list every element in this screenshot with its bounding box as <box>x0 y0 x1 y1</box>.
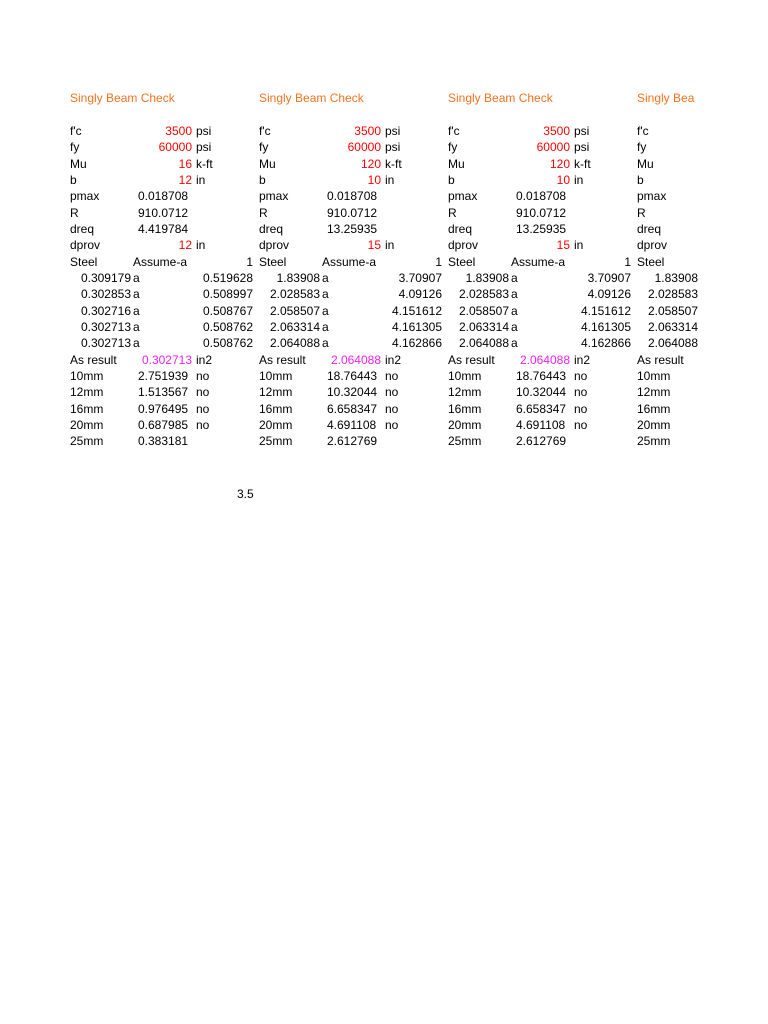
bar-count[interactable]: 10.32044 <box>327 385 378 400</box>
calc-label[interactable]: dreq <box>448 221 473 236</box>
input-label[interactable]: Mu <box>448 156 465 171</box>
input-label[interactable]: f'c <box>637 124 649 138</box>
bar-count[interactable]: 0.687985 <box>138 417 189 432</box>
calc-value[interactable]: 910.0712 <box>516 205 567 220</box>
bar-note[interactable]: no <box>385 417 399 432</box>
iteration-steel[interactable]: 2.064088 <box>269 336 320 351</box>
bar-size[interactable]: 25mm <box>259 434 293 449</box>
iteration-a-value[interactable]: 3.70907 <box>587 270 631 285</box>
iteration-steel[interactable]: 0.302853 <box>80 287 131 302</box>
calc-label[interactable]: pmax <box>448 189 478 204</box>
input-value[interactable]: 120 <box>360 156 381 171</box>
iteration-a-value[interactable]: 4.09126 <box>398 287 442 302</box>
bar-size[interactable]: 10mm <box>637 368 671 383</box>
input-unit[interactable]: k-ft <box>196 156 213 171</box>
beam-check-block <box>448 90 637 456</box>
dprov-value[interactable]: 12 <box>178 238 192 253</box>
bar-count[interactable]: 2.751939 <box>138 368 189 383</box>
dprov-value[interactable]: 15 <box>367 238 381 253</box>
calc-value[interactable]: 0.018708 <box>516 189 567 204</box>
bar-note[interactable]: no <box>196 368 210 383</box>
bar-size[interactable]: 20mm <box>637 417 671 432</box>
result-value[interactable]: 0.302713 <box>141 352 192 367</box>
result-unit[interactable]: in2 <box>196 352 213 367</box>
assume-label[interactable]: Assume-a <box>511 254 566 269</box>
iteration-a-value[interactable]: 0.519628 <box>202 270 253 285</box>
iteration-steel[interactable]: 1.83908 <box>276 270 320 285</box>
iteration-steel[interactable]: 2.028583 <box>269 287 320 302</box>
bar-note[interactable]: no <box>574 368 588 383</box>
iteration-a-value[interactable]: 0.508762 <box>202 319 253 334</box>
steel-label[interactable]: Steel <box>637 254 665 269</box>
bar-note[interactable]: no <box>574 401 588 416</box>
input-label[interactable]: f'c <box>448 124 460 138</box>
iteration-a-label[interactable]: a <box>511 287 518 302</box>
iteration-a-value[interactable]: 4.162866 <box>391 336 442 351</box>
iteration-a-label[interactable]: a <box>133 270 140 285</box>
bar-note[interactable]: no <box>385 385 399 400</box>
beam-check-block <box>70 90 259 456</box>
iteration-steel[interactable]: 0.302716 <box>80 303 131 318</box>
bar-note[interactable]: no <box>196 385 210 400</box>
assume-label[interactable]: Assume-a <box>133 254 188 269</box>
input-label[interactable]: f'c <box>259 124 271 138</box>
bar-size[interactable]: 25mm <box>448 434 482 449</box>
iteration-steel[interactable]: 0.302713 <box>80 319 131 334</box>
input-value[interactable]: 12 <box>178 172 192 187</box>
bar-note[interactable]: no <box>574 417 588 432</box>
input-value[interactable]: 3500 <box>543 124 570 138</box>
iteration-a-value[interactable]: 4.161305 <box>580 319 631 334</box>
input-unit[interactable]: k-ft <box>385 156 402 171</box>
assume-value[interactable]: 1 <box>246 254 253 269</box>
iteration-a-label[interactable]: a <box>322 303 329 318</box>
iteration-steel[interactable]: 2.063314 <box>458 319 509 334</box>
block-title[interactable]: Singly Bea <box>637 91 695 105</box>
input-label[interactable]: Mu <box>70 156 87 171</box>
dprov-unit[interactable]: in <box>196 238 206 253</box>
assume-label[interactable]: Assume-a <box>322 254 377 269</box>
iteration-a-label[interactable]: a <box>322 319 329 334</box>
block-title[interactable]: Singly Beam Check <box>70 91 175 105</box>
iteration-steel[interactable]: 2.064088 <box>647 336 698 351</box>
bar-size[interactable]: 16mm <box>70 401 104 416</box>
bar-count[interactable]: 2.612769 <box>516 434 567 449</box>
iteration-steel[interactable]: 0.309179 <box>80 270 131 285</box>
bar-count[interactable]: 1.513567 <box>138 385 189 400</box>
iteration-steel[interactable]: 2.058507 <box>647 303 698 318</box>
bar-size[interactable]: 12mm <box>70 385 104 400</box>
iteration-a-label[interactable]: a <box>322 270 329 285</box>
iteration-a-label[interactable]: a <box>511 336 518 351</box>
beam-check-block <box>259 90 448 456</box>
input-value[interactable]: 60000 <box>158 140 192 155</box>
steel-label[interactable]: Steel <box>259 254 287 269</box>
block-title[interactable]: Singly Beam Check <box>259 91 364 105</box>
input-label[interactable]: b <box>70 172 77 187</box>
input-unit[interactable]: psi <box>196 124 212 138</box>
calc-label[interactable]: R <box>70 205 79 220</box>
iteration-a-value[interactable]: 0.508762 <box>202 336 253 351</box>
iteration-a-value[interactable]: 0.508767 <box>202 303 253 318</box>
input-label[interactable]: fy <box>637 140 647 155</box>
bar-count[interactable]: 18.76443 <box>327 368 378 383</box>
bar-count[interactable]: 0.976495 <box>138 401 189 416</box>
input-label[interactable]: fy <box>70 140 80 155</box>
iteration-a-label[interactable]: a <box>511 303 518 318</box>
input-label[interactable]: fy <box>259 140 269 155</box>
bar-size[interactable]: 12mm <box>637 385 671 400</box>
result-label[interactable]: As result <box>448 352 495 367</box>
result-label[interactable]: As result <box>637 352 684 367</box>
result-label[interactable]: As result <box>259 352 306 367</box>
loose-cell-value[interactable]: 3.5 <box>237 487 254 501</box>
bar-size[interactable]: 16mm <box>448 401 482 416</box>
iteration-a-label[interactable]: a <box>511 270 518 285</box>
calc-label[interactable]: pmax <box>70 189 100 204</box>
bar-size[interactable]: 25mm <box>70 434 104 449</box>
calc-value[interactable]: 13.25935 <box>516 221 567 236</box>
result-unit[interactable]: in2 <box>385 352 402 367</box>
bar-size[interactable]: 20mm <box>448 417 482 432</box>
input-value[interactable]: 120 <box>549 156 570 171</box>
dprov-label[interactable]: dprov <box>70 238 101 253</box>
input-label[interactable]: b <box>637 172 644 187</box>
calc-value[interactable]: 910.0712 <box>327 205 378 220</box>
bar-count[interactable]: 2.612769 <box>327 434 378 449</box>
result-value[interactable]: 2.064088 <box>330 352 381 367</box>
input-unit[interactable]: psi <box>574 140 590 155</box>
bar-count[interactable]: 4.691108 <box>516 417 566 432</box>
calc-label[interactable]: pmax <box>259 189 289 204</box>
input-label[interactable]: Mu <box>637 156 654 171</box>
dprov-label[interactable]: dprov <box>637 238 668 253</box>
iteration-a-value[interactable]: 4.151612 <box>391 303 442 318</box>
calc-value[interactable]: 0.018708 <box>327 189 378 204</box>
bar-size[interactable]: 12mm <box>259 385 293 400</box>
calc-label[interactable]: R <box>259 205 268 220</box>
dprov-value[interactable]: 15 <box>556 238 570 253</box>
input-label[interactable]: fy <box>448 140 458 155</box>
dprov-label[interactable]: dprov <box>448 238 479 253</box>
result-unit[interactable]: in2 <box>574 352 591 367</box>
iteration-a-value[interactable]: 0.508997 <box>202 287 253 302</box>
input-unit[interactable]: in <box>196 172 206 187</box>
calc-value[interactable]: 4.419784 <box>138 221 189 236</box>
input-unit[interactable]: k-ft <box>574 156 591 171</box>
iteration-steel[interactable]: 2.028583 <box>458 287 509 302</box>
iteration-a-value[interactable]: 4.162866 <box>580 336 631 351</box>
iteration-steel[interactable]: 2.064088 <box>458 336 509 351</box>
block-title[interactable]: Singly Beam Check <box>448 91 553 105</box>
beam-check-block <box>637 90 768 456</box>
bar-note[interactable]: no <box>196 417 210 432</box>
calc-value[interactable]: 910.0712 <box>138 205 189 220</box>
input-value[interactable]: 60000 <box>536 140 570 155</box>
calc-label[interactable]: R <box>637 205 646 220</box>
bar-count[interactable]: 4.691108 <box>327 417 377 432</box>
input-label[interactable]: b <box>448 172 455 187</box>
iteration-steel[interactable]: 2.063314 <box>269 319 320 334</box>
dprov-unit[interactable]: in <box>574 238 584 253</box>
input-unit[interactable]: psi <box>574 124 590 138</box>
input-value[interactable]: 10 <box>556 172 570 187</box>
iteration-a-value[interactable]: 4.09126 <box>587 287 631 302</box>
bar-note[interactable]: no <box>385 368 399 383</box>
input-unit[interactable]: in <box>574 172 584 187</box>
steel-label[interactable]: Steel <box>70 254 98 269</box>
bar-size[interactable]: 16mm <box>259 401 293 416</box>
bar-count[interactable]: 18.76443 <box>516 368 567 383</box>
bar-size[interactable]: 20mm <box>70 417 104 432</box>
calc-label[interactable]: dreq <box>70 221 95 236</box>
iteration-a-value[interactable]: 4.161305 <box>391 319 442 334</box>
bar-size[interactable]: 10mm <box>259 368 293 383</box>
input-unit[interactable]: psi <box>196 140 212 155</box>
bar-count[interactable]: 6.658347 <box>516 401 567 416</box>
steel-label[interactable]: Steel <box>448 254 476 269</box>
bar-note[interactable]: no <box>574 385 588 400</box>
bar-size[interactable]: 20mm <box>259 417 293 432</box>
input-unit[interactable]: psi <box>385 140 401 155</box>
input-value[interactable]: 60000 <box>347 140 381 155</box>
calc-label[interactable]: R <box>448 205 457 220</box>
bar-size[interactable]: 12mm <box>448 385 482 400</box>
iteration-steel[interactable]: 2.058507 <box>458 303 509 318</box>
bar-count[interactable]: 0.383181 <box>138 434 189 449</box>
iteration-steel[interactable]: 2.063314 <box>647 319 698 334</box>
iteration-steel[interactable]: 2.028583 <box>647 287 698 302</box>
iteration-steel[interactable]: 1.83908 <box>465 270 509 285</box>
input-value[interactable]: 3500 <box>165 124 192 138</box>
iteration-a-label[interactable]: a <box>322 287 329 302</box>
bar-size[interactable]: 16mm <box>637 401 671 416</box>
iteration-steel[interactable]: 0.302713 <box>80 336 131 351</box>
calc-value[interactable]: 13.25935 <box>327 221 378 236</box>
bar-size[interactable]: 10mm <box>70 368 104 383</box>
bar-note[interactable]: no <box>385 401 399 416</box>
bar-count[interactable]: 6.658347 <box>327 401 378 416</box>
calc-value[interactable]: 0.018708 <box>138 189 189 204</box>
iteration-a-label[interactable]: a <box>511 319 518 334</box>
input-value[interactable]: 3500 <box>354 124 381 138</box>
input-value[interactable]: 10 <box>367 172 381 187</box>
input-unit[interactable]: psi <box>385 124 401 138</box>
iteration-a-value[interactable]: 3.70907 <box>398 270 442 285</box>
result-label[interactable]: As result <box>70 352 117 367</box>
calc-label[interactable]: pmax <box>637 189 667 204</box>
calc-label[interactable]: dreq <box>637 221 662 236</box>
input-value[interactable]: 16 <box>178 156 192 171</box>
input-label[interactable]: Mu <box>259 156 276 171</box>
iteration-steel[interactable]: 1.83908 <box>654 270 698 285</box>
iteration-a-label[interactable]: a <box>133 303 140 318</box>
bar-note[interactable]: no <box>196 401 210 416</box>
assume-value[interactable]: 1 <box>435 254 442 269</box>
iteration-a-value[interactable]: 4.151612 <box>580 303 631 318</box>
assume-value[interactable]: 1 <box>624 254 631 269</box>
input-unit[interactable]: in <box>385 172 395 187</box>
result-value[interactable]: 2.064088 <box>519 352 570 367</box>
dprov-unit[interactable]: in <box>385 238 395 253</box>
input-label[interactable]: b <box>259 172 266 187</box>
iteration-a-label[interactable]: a <box>322 336 329 351</box>
bar-size[interactable]: 25mm <box>637 434 671 449</box>
calc-label[interactable]: dreq <box>259 221 284 236</box>
input-label[interactable]: f'c <box>70 124 82 138</box>
iteration-a-label[interactable]: a <box>133 336 140 351</box>
bar-count[interactable]: 10.32044 <box>516 385 567 400</box>
dprov-label[interactable]: dprov <box>259 238 290 253</box>
iteration-a-label[interactable]: a <box>133 319 140 334</box>
bar-size[interactable]: 10mm <box>448 368 482 383</box>
iteration-a-label[interactable]: a <box>133 287 140 302</box>
iteration-steel[interactable]: 2.058507 <box>269 303 320 318</box>
